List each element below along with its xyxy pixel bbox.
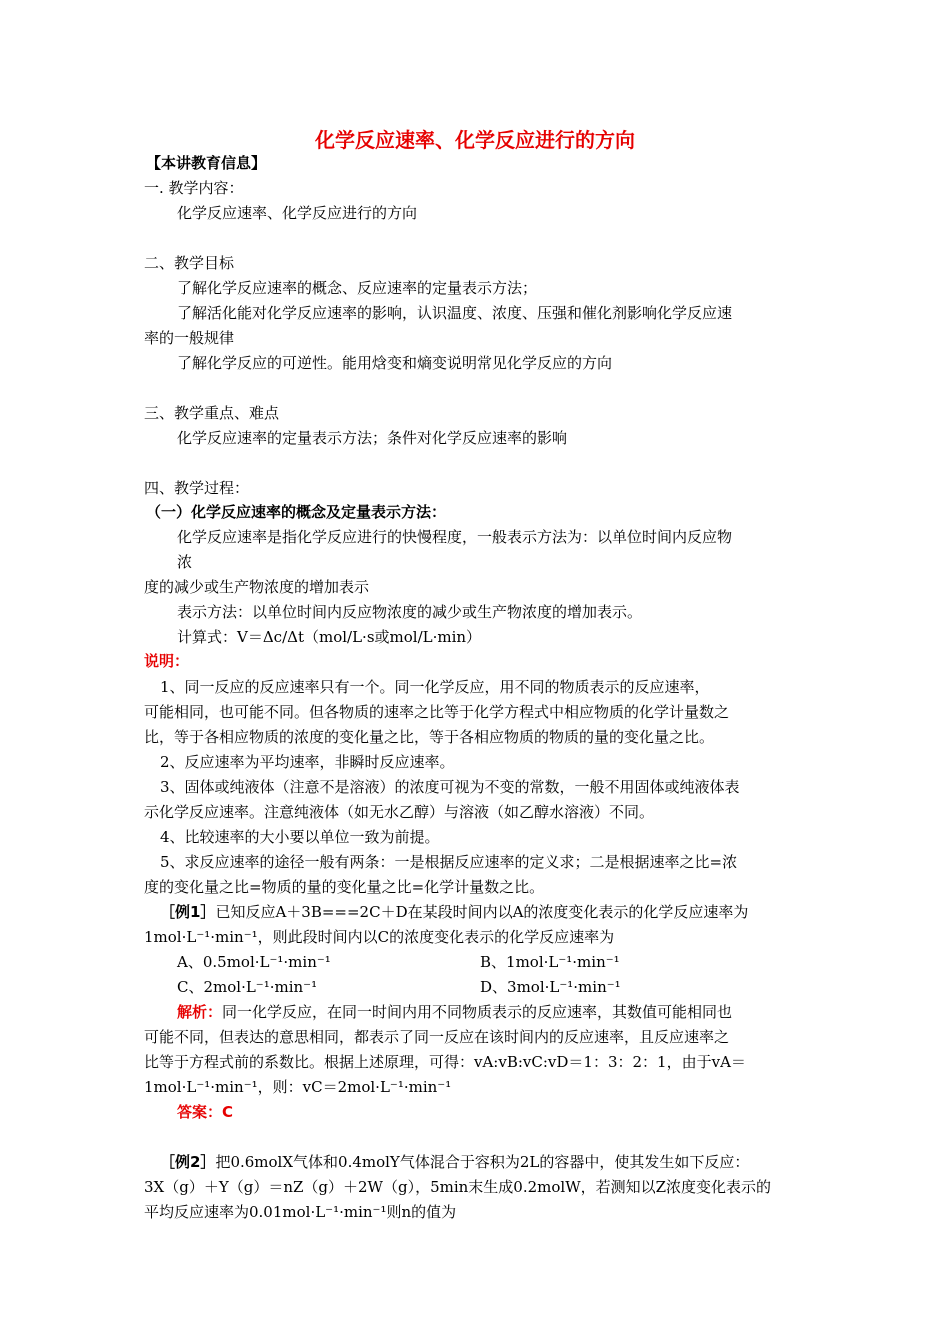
paragraph-line: 表示方法：以单位时间内反应物浓度的减少或生产物浓度的增加表示。 <box>177 603 643 621</box>
example-1-line <box>160 902 748 922</box>
example-1-text: 已知反应A＋3B===2C＋D在某段时间内以A的浓度变化表示的化学反应速率为 <box>215 903 749 921</box>
note-line: 3、固体或纯液体（注意不是溶液）的浓度可视为不变的常数，一般不用固体或纯液体表 <box>160 778 740 796</box>
section-1-heading: 一. 教学内容： <box>144 179 244 197</box>
option-c: C、2mol·L⁻¹·min⁻¹ <box>177 978 318 996</box>
note-line: 4、比较速率的大小要以单位一致为前提。 <box>160 828 440 846</box>
formula-line: 计算式：V＝Δc/Δt（mol/L·s或mol/L·min） <box>177 628 482 646</box>
section-1-body: 化学反应速率、化学反应进行的方向 <box>177 204 418 222</box>
analysis-text: 同一化学反应，在同一时间内用不同物质表示的反应速率，其数值可能相同也 <box>222 1003 733 1021</box>
example-2-tag: ［例2］ <box>160 1153 216 1171</box>
example-2-line <box>160 1152 749 1172</box>
example-2-line: 平均反应速率为0.01mol·L⁻¹·min⁻¹则n的值为 <box>144 1203 457 1221</box>
note-line: 可能相同，也可能不同。但各物质的速率之比等于化学方程式中相应物质的化学计量数之 <box>144 703 730 721</box>
section-4-heading: 四、教学过程： <box>144 479 250 497</box>
note-line: 5、求反应速率的途径一般有两条：一是根据反应速率的定义求；二是根据速率之比=浓 <box>160 853 738 871</box>
info-header: 【本讲教育信息】 <box>146 154 267 172</box>
analysis-line: 可能不同，但表达的意思相同，都表示了同一反应在该时间内的反应速率，且反应速率之 <box>144 1028 730 1046</box>
note-line: 2、反应速率为平均速率，非瞬时反应速率。 <box>160 753 455 771</box>
paragraph-line: 浓 <box>177 553 193 571</box>
note-line: 示化学反应速率。注意纯液体（如无水乙醇）与溶液（如乙醇水溶液）不同。 <box>144 803 655 821</box>
note-line: 比，等于各相应物质的浓度的变化量之比，等于各相应物质的物质的量的变化量之比。 <box>144 728 715 746</box>
answer: 答案：C <box>177 1103 234 1121</box>
example-1-tag: ［例1］ <box>160 903 216 921</box>
section-3-body: 化学反应速率的定量表示方法；条件对化学反应速率的影响 <box>177 429 568 447</box>
objective-line: 率的一般规律 <box>144 329 235 347</box>
analysis-line <box>177 1002 732 1022</box>
objective-line: 了解化学反应的可逆性。能用焓变和熵变说明常见化学反应的方向 <box>177 354 613 372</box>
note-line: 1、同一反应的反应速率只有一个。同一化学反应，用不同的物质表示的反应速率， <box>160 678 710 696</box>
option-a: A、0.5mol·L⁻¹·min⁻¹ <box>177 953 331 971</box>
analysis-tag: 解析： <box>177 1003 223 1021</box>
analysis-line: 1mol·L⁻¹·min⁻¹，则：vC＝2mol·L⁻¹·min⁻¹ <box>144 1078 452 1096</box>
objective-line: 了解化学反应速率的概念、反应速率的定量表示方法； <box>177 279 538 297</box>
objective-line: 了解活化能对化学反应速率的影响，认识温度、浓度、压强和催化剂影响化学反应速 <box>177 304 733 322</box>
subsection-1-heading: （一）化学反应速率的概念及定量表示方法： <box>146 503 447 521</box>
paragraph-line: 化学反应速率是指化学反应进行的快慢程度，一般表示方法为：以单位时间内反应物 <box>177 528 733 546</box>
paragraph-line: 度的减少或生产物浓度的增加表示 <box>144 578 370 596</box>
section-3-heading: 三、教学重点、难点 <box>144 404 280 422</box>
example-2-line: 3X（g）＋Y（g）＝nZ（g）＋2W（g），5min末生成0.2molW，若测知以Z浓度变化表示的 <box>144 1178 772 1196</box>
note-line: 度的变化量之比=物质的量的变化量之比=化学计量数之比。 <box>144 878 545 896</box>
option-d: D、3mol·L⁻¹·min⁻¹ <box>480 978 621 996</box>
page-title: 化学反应速率、化学反应进行的方向 <box>315 128 635 152</box>
note-heading: 说明： <box>144 652 190 670</box>
option-b: B、1mol·L⁻¹·min⁻¹ <box>480 953 620 971</box>
section-2-heading: 二、教学目标 <box>144 254 235 272</box>
analysis-line: 比等于方程式前的系数比。根据上述原理，可得：vA:vB:vC:vD＝1：3：2：1，由于vA＝ <box>144 1053 746 1071</box>
example-2-text: 把0.6molX气体和0.4molY气体混合于容积为2L的容器中，使其发生如下反应： <box>215 1153 750 1171</box>
example-1-line: 1mol·L⁻¹·min⁻¹，则此段时间内以C的浓度变化表示的化学反应速率为 <box>144 928 615 946</box>
